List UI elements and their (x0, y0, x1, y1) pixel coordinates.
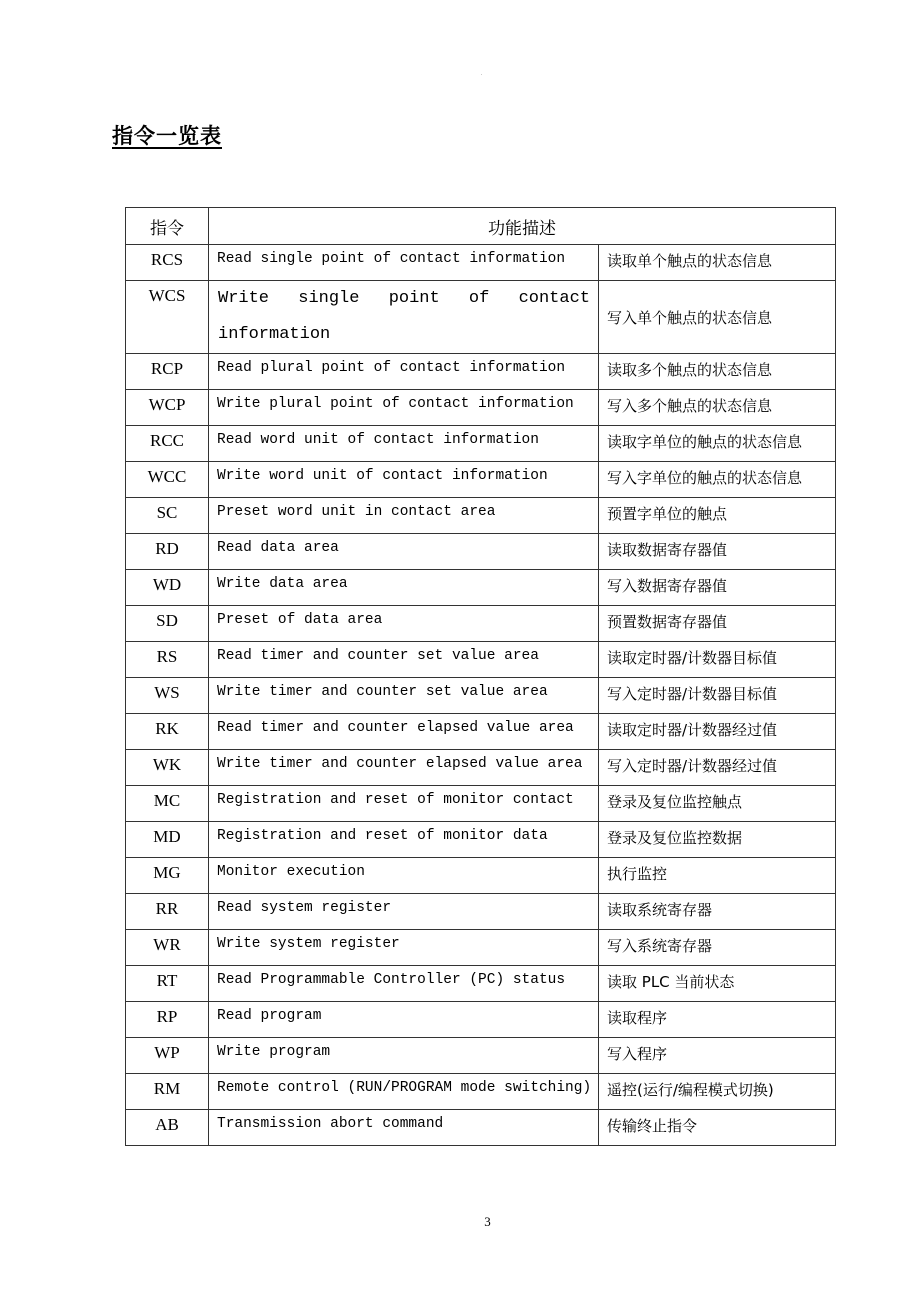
description-en (209, 281, 599, 354)
description-en: Read program (209, 1002, 599, 1038)
page-title: 指令一览表 (112, 124, 222, 148)
description-zh: 写入单个触点的状态信息 (599, 281, 836, 354)
command-code: WD (126, 570, 209, 606)
command-code: WCP (126, 390, 209, 426)
command-code: RS (126, 642, 209, 678)
command-code: WS (126, 678, 209, 714)
description-en: Read data area (209, 534, 599, 570)
description-zh: 传输终止指令 (599, 1110, 836, 1146)
description-en: Read timer and counter set value area (209, 642, 599, 678)
description-zh: 登录及复位监控触点 (599, 786, 836, 822)
command-code: RP (126, 1002, 209, 1038)
description-en: Read system register (209, 894, 599, 930)
command-code: WR (126, 930, 209, 966)
table-row (126, 462, 836, 498)
table-row (126, 750, 836, 786)
table-row (126, 570, 836, 606)
description-en-line1: Write single point of contact (218, 289, 590, 308)
table-row (126, 642, 836, 678)
description-en: Read plural point of contact information (209, 354, 599, 390)
header-command: 指令 (126, 208, 209, 245)
command-table (125, 207, 836, 1146)
command-code: WCC (126, 462, 209, 498)
table-row (126, 822, 836, 858)
description-en: Write timer and counter set value area (209, 678, 599, 714)
description-zh: 读取定时器/计数器经过值 (599, 714, 836, 750)
description-zh: 写入多个触点的状态信息 (599, 390, 836, 426)
description-zh: 读取多个触点的状态信息 (599, 354, 836, 390)
table-row (126, 894, 836, 930)
table-row (126, 930, 836, 966)
description-en: Monitor execution (209, 858, 599, 894)
command-code: RD (126, 534, 209, 570)
description-zh: 写入定时器/计数器经过值 (599, 750, 836, 786)
table-row (126, 606, 836, 642)
description-en: Transmission abort command (209, 1110, 599, 1146)
description-zh: 写入字单位的触点的状态信息 (599, 462, 836, 498)
description-en: Read timer and counter elapsed value area (209, 714, 599, 750)
description-zh: 遥控(运行/编程模式切换) (599, 1074, 836, 1110)
command-code: AB (126, 1110, 209, 1146)
command-code: RCP (126, 354, 209, 390)
table-row (126, 498, 836, 534)
table-row (126, 966, 836, 1002)
description-en: Write data area (209, 570, 599, 606)
command-code: WCS (126, 281, 209, 354)
command-code: MG (126, 858, 209, 894)
table-row (126, 281, 836, 354)
table-header-row (126, 208, 836, 245)
page-dot-mark (481, 74, 482, 75)
description-en: Write timer and counter elapsed value area (209, 750, 599, 786)
command-code: MC (126, 786, 209, 822)
description-en: Write program (209, 1038, 599, 1074)
table-row (126, 714, 836, 750)
description-en: Registration and reset of monitor data (209, 822, 599, 858)
description-zh: 登录及复位监控数据 (599, 822, 836, 858)
description-en: Preset word unit in contact area (209, 498, 599, 534)
description-zh: 读取 PLC 当前状态 (599, 966, 836, 1002)
command-code: SD (126, 606, 209, 642)
description-zh: 预置字单位的触点 (599, 498, 836, 534)
table-row (126, 426, 836, 462)
description-zh: 写入数据寄存器值 (599, 570, 836, 606)
command-code: SC (126, 498, 209, 534)
description-en: Read word unit of contact information (209, 426, 599, 462)
table-row (126, 858, 836, 894)
description-zh: 读取系统寄存器 (599, 894, 836, 930)
description-zh: 写入定时器/计数器目标值 (599, 678, 836, 714)
description-en: Remote control (RUN/PROGRAM mode switching) (209, 1074, 599, 1110)
command-code: WK (126, 750, 209, 786)
table-row (126, 1074, 836, 1110)
description-zh: 读取字单位的触点的状态信息 (599, 426, 836, 462)
description-en: Write plural point of contact information (209, 390, 599, 426)
table-row (126, 534, 836, 570)
description-en: Read Programmable Controller (PC) status (209, 966, 599, 1002)
description-en: Read single point of contact information (209, 245, 599, 281)
command-code: WP (126, 1038, 209, 1074)
table-row (126, 1002, 836, 1038)
description-zh: 读取数据寄存器值 (599, 534, 836, 570)
description-zh: 写入程序 (599, 1038, 836, 1074)
table-row (126, 245, 836, 281)
command-code: RR (126, 894, 209, 930)
table-row (126, 390, 836, 426)
description-zh: 预置数据寄存器值 (599, 606, 836, 642)
command-code: RK (126, 714, 209, 750)
description-zh: 写入系统寄存器 (599, 930, 836, 966)
command-code: RM (126, 1074, 209, 1110)
description-en-line2: information (218, 325, 331, 344)
description-en: Write word unit of contact information (209, 462, 599, 498)
table-row (126, 786, 836, 822)
description-en: Preset of data area (209, 606, 599, 642)
table-row (126, 1110, 836, 1146)
table-row (126, 354, 836, 390)
description-zh: 读取程序 (599, 1002, 836, 1038)
description-zh: 执行监控 (599, 858, 836, 894)
description-zh: 读取定时器/计数器目标值 (599, 642, 836, 678)
table-row (126, 678, 836, 714)
table-row (126, 1038, 836, 1074)
command-code: MD (126, 822, 209, 858)
page-number: 3 (484, 1214, 491, 1229)
command-code: RCC (126, 426, 209, 462)
description-zh: 读取单个触点的状态信息 (599, 245, 836, 281)
command-code: RT (126, 966, 209, 1002)
header-description: 功能描述 (209, 208, 836, 245)
command-code: RCS (126, 245, 209, 281)
description-en: Write system register (209, 930, 599, 966)
description-en: Registration and reset of monitor contact (209, 786, 599, 822)
